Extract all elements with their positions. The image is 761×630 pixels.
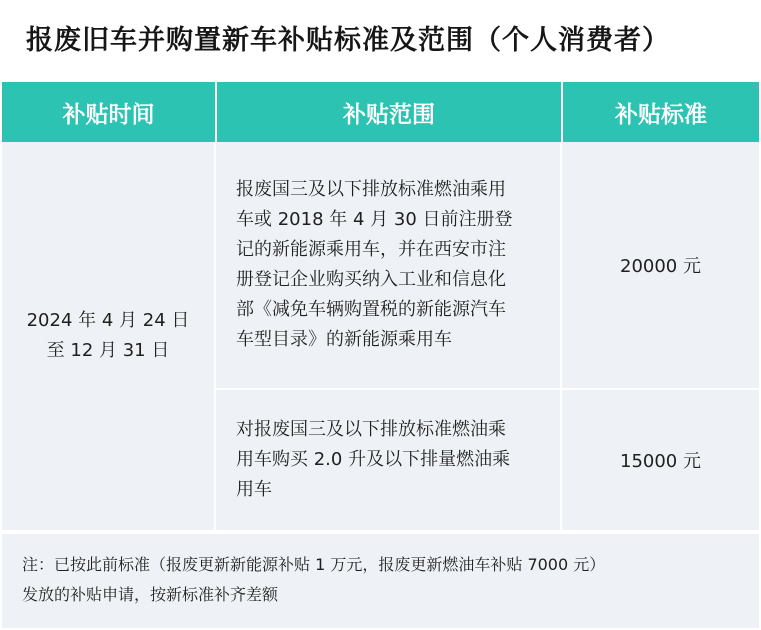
header-subsidy-scope: 补贴范围 (217, 82, 563, 142)
scope-line: 报废国三及以下排放标准燃油乘用 (236, 179, 506, 200)
table-body (2, 142, 759, 530)
footnote-line: 注：已按此前标准（报废更新新能源补贴 1 万元，报废更新燃油车补贴 7000 元） (22, 555, 606, 574)
scope-column (216, 142, 759, 530)
table-header-row (2, 82, 759, 142)
scope-line: 册登记企业购买纳入工业和信息化 (236, 269, 506, 290)
scope-line: 车或 2018 年 4 月 30 日前注册登 (236, 209, 513, 230)
footnote-line: 发放的补贴申请，按新标准补齐差额 (22, 585, 279, 604)
amount-cell: 15000 元 (620, 451, 701, 472)
time-cell (2, 142, 216, 530)
scope-line: 部《减免车辆购置税的新能源汽车 (236, 299, 506, 320)
page-title: 报废旧车并购置新车补贴标准及范围（个人消费者） (26, 25, 670, 56)
scope-cell (216, 142, 562, 388)
header-subsidy-standard: 补贴标准 (615, 101, 708, 128)
header-subsidy-time: 补贴时间 (2, 82, 217, 142)
table-row (216, 142, 759, 390)
scope-line: 记的新能源乘用车，并在西安市注 (236, 239, 506, 260)
footnote (2, 532, 759, 628)
subsidy-table (2, 82, 759, 530)
scope-line: 对报废国三及以下排放标准燃油乘 (236, 419, 506, 440)
scope-line: 车型目录》的新能源乘用车 (236, 329, 452, 350)
time-line: 2024 年 4 月 24 日 (26, 310, 190, 331)
table-row (216, 390, 759, 530)
scope-line: 用车购买 2.0 升及以下排量燃油乘 (236, 449, 511, 470)
amount-cell: 20000 元 (620, 256, 701, 277)
time-line: 至 12 月 31 日 (46, 340, 170, 361)
scope-line: 用车 (236, 479, 272, 500)
scope-cell (216, 390, 562, 530)
